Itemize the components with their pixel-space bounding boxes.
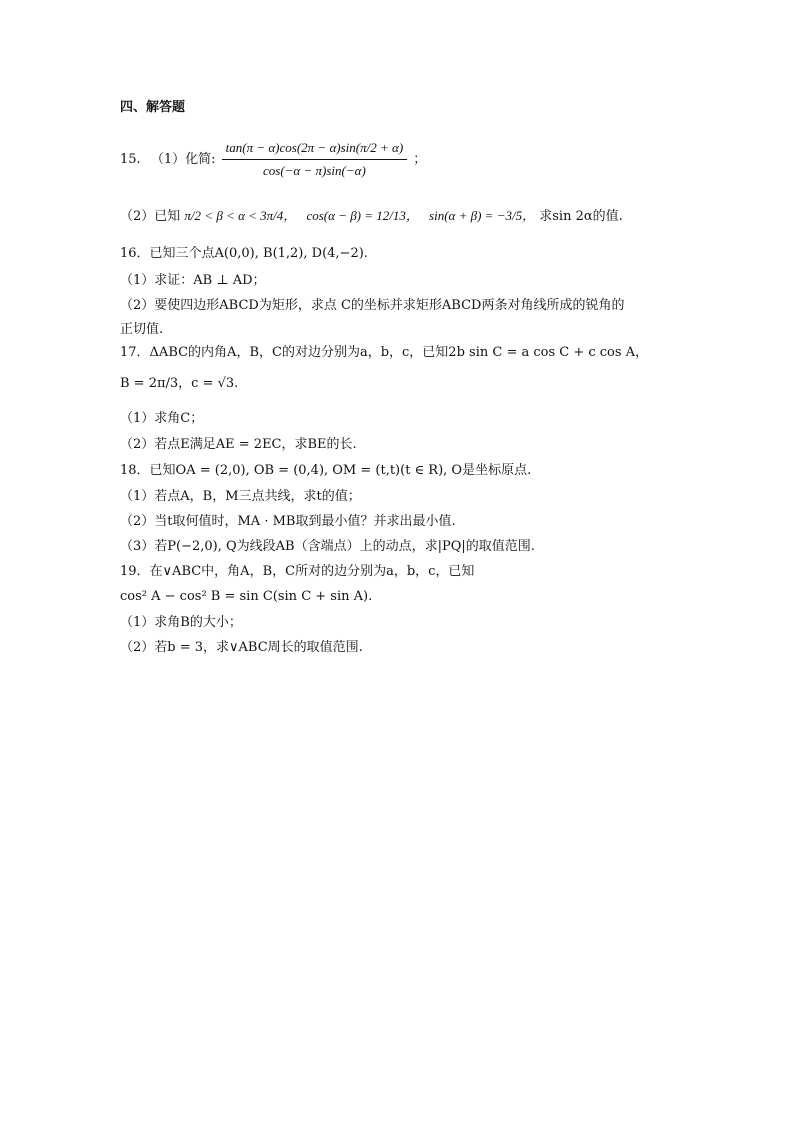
q19-line3: （1）求角B的大小； bbox=[120, 615, 242, 630]
q18-line1: 18．已知OA = (2,0), OB = (0,4), OM = (t,t)(t ∈ R), O是坐标原点. bbox=[120, 463, 532, 478]
q15-part1-label: （1）化简: bbox=[150, 152, 216, 167]
q15-ask: 求sin 2α的值. bbox=[539, 209, 623, 224]
q19-line2: cos² A − cos² B = sin C(sin C + sin A). bbox=[120, 589, 373, 604]
q16-line1: 16．已知三个点A(0,0), B(1,2), D(4,−2). bbox=[120, 246, 368, 261]
q15-fraction bbox=[222, 140, 408, 179]
q16-line4: 正切值. bbox=[120, 322, 164, 337]
q19-line4: （2）若b = 3，求∨ABC周长的取值范围. bbox=[120, 640, 363, 655]
q18-line3: （2）当t取何值时，MA · MB取到最小值？并求出最小值. bbox=[120, 514, 456, 529]
q19-line1: 19．在∨ABC中，角A，B，C所对的边分别为a，b，c，已知 bbox=[120, 564, 475, 579]
q15-part2 bbox=[120, 207, 623, 226]
section-heading: 四、解答题 bbox=[120, 100, 186, 115]
q15-numerator: tan(π − α)cos(2π − α)sin(π/2 + α) bbox=[222, 140, 408, 160]
q15-denominator: cos(−α − π)sin(−α) bbox=[262, 163, 366, 178]
q15-cond1: π/2 < β < α < 3π/4， bbox=[184, 208, 297, 223]
q18-line2: （1）若点A，B，M三点共线，求t的值； bbox=[120, 489, 361, 504]
q15-number: 15. bbox=[120, 152, 141, 167]
q16-line2: （1）求证：AB ⊥ AD； bbox=[120, 273, 266, 288]
q15-part1 bbox=[120, 140, 426, 179]
q17-line4: （2）若点E满足AE = 2EC，求BE的长. bbox=[120, 437, 357, 452]
q16-line3: （2）要使四边形ABCD为矩形，求点 C的坐标并求矩形ABCD两条对角线所成的锐角的 bbox=[120, 298, 625, 313]
q18-line4: （3）若P(−2,0), Q为线段AB（含端点）上的动点，求|PQ|的取值范围. bbox=[120, 539, 535, 554]
q17-line2: B = 2π/3，c = √3. bbox=[120, 376, 239, 391]
q15-cond2: cos(α − β) = 12/13， bbox=[306, 208, 419, 223]
q15-part1-end: ； bbox=[413, 152, 427, 167]
q15-part2-label: （2）已知 bbox=[120, 209, 181, 224]
q17-line1: 17．ΔABC的内角A，B，C的对边分别为a，b，c，已知2b sin C = a cos C + c cos A， bbox=[120, 345, 649, 360]
q17-line3: （1）求角C； bbox=[120, 411, 204, 426]
q15-cond3: sin(α + β) = −3/5， bbox=[429, 208, 536, 223]
